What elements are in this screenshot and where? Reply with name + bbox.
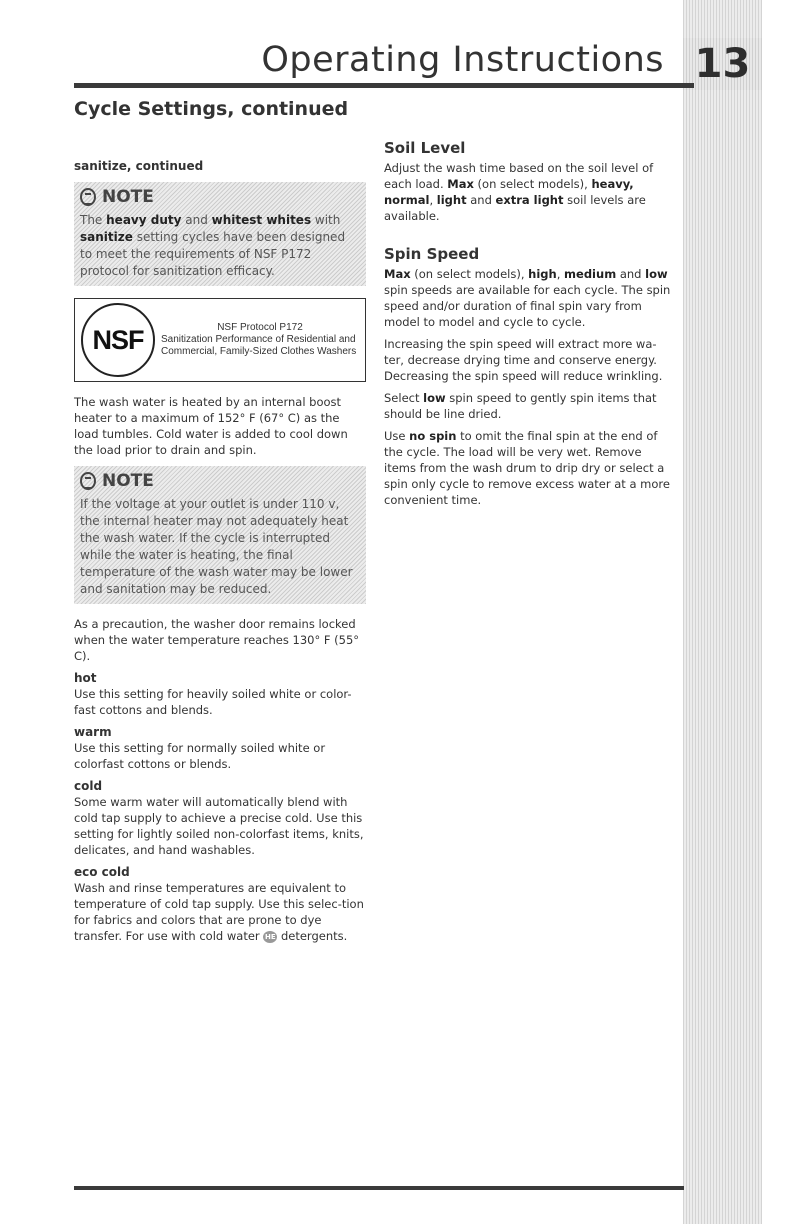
- section-title: Cycle Settings, continued: [74, 98, 349, 120]
- note-label: NOTE: [102, 470, 154, 491]
- note-box-sanitize: [74, 182, 366, 286]
- setting-cold-text: Some warm water will automatically blend with cold tap supply to achieve a precise cold. Use this setting for lightly soiled non-colorfast items, knits, delicates, and hand washables.: [74, 795, 364, 857]
- right-column: [384, 140, 674, 514]
- he-logo-icon: HE: [264, 932, 276, 941]
- setting-hot-heading: hot: [74, 671, 97, 685]
- nsf-text: [161, 322, 359, 358]
- note-icon: [80, 188, 96, 206]
- note-header: [80, 472, 360, 490]
- note-box-voltage: [74, 466, 366, 604]
- spin-speed-text-1: Max (on select models), high, medium and low spin speeds are available for each cycle. The spin speed and/or duration of final spin vary from model to model and cycle to cycle.: [384, 267, 671, 329]
- note-text: The heavy duty and whitest whites with sanitize setting cycles have been designed to meet the requirements of NSF P172 protocol for sanitization efficacy.: [80, 213, 346, 278]
- setting-warm-text: Use this setting for normally soiled white or colorfast cottons or blends.: [74, 741, 326, 771]
- setting-hot-text: Use this setting for heavily soiled white or color-fast cottons and blends.: [74, 687, 352, 717]
- setting-eco-cold-text: Wash and rinse temperatures are equivalent to temperature of cold tap supply. Use this selec-tion for fabrics and colors that are prone to dye transfer. For use with cold water HE detergents.: [74, 881, 364, 943]
- setting-warm-heading: warm: [74, 725, 112, 739]
- note-label: NOTE: [102, 186, 154, 207]
- spin-speed-heading: Spin Speed: [384, 245, 480, 263]
- nsf-protocol: NSF Protocol P172: [217, 322, 303, 333]
- soil-level-text: Adjust the wash time based on the soil level of each load. Max (on select models), heavy, normal, light and extra light soil levels are available.: [384, 161, 654, 223]
- nsf-certification-box: [74, 298, 366, 382]
- subhead-sanitize: sanitize, continued: [74, 159, 204, 173]
- soil-level-heading: Soil Level: [384, 139, 466, 157]
- paragraph-boost-heater: The wash water is heated by an internal boost heater to a maximum of 152° F (67° C) as the load tumbles. Cold water is added to cool down the load prior to drain and spin.: [74, 395, 348, 457]
- setting-eco-cold-heading: eco cold: [74, 865, 130, 879]
- spin-speed-text-3: Select low spin speed to gently spin items that should be line dried.: [384, 391, 657, 421]
- footer-rule: [74, 1186, 684, 1190]
- paragraph-precaution: As a precaution, the washer door remains locked when the water temperature reaches 130° F (55° C).: [74, 617, 360, 663]
- header-rule: [74, 83, 694, 88]
- note-text: If the voltage at your outlet is under 110 v, the internal heater may not adequately heat the wash water. If the cycle is interrupted while the water is heating, the final temperature of the wash water may be lower and sanitation may be reduced.: [80, 497, 353, 596]
- page-number: 13: [683, 38, 762, 90]
- spin-speed-text-2: Increasing the spin speed will extract more wa-ter, decrease drying time and conserve energy. Decreasing the spin speed will reduce wrinkling.: [384, 337, 663, 383]
- note-header: [80, 188, 360, 206]
- note-icon: [80, 472, 96, 490]
- nsf-description: Sanitization Performance of Residential and Commercial, Family-Sized Clothes Washers: [161, 334, 357, 357]
- setting-cold-heading: cold: [74, 779, 103, 793]
- left-column: [74, 158, 366, 950]
- spin-speed-text-4: Use no spin to omit the final spin at the end of the cycle. The load will be very wet. Remove items from the wash drum to drip dry or select a spin only cycle to remove excess water at a more convenient time.: [384, 429, 670, 507]
- side-tab-strip: [683, 0, 762, 1224]
- nsf-logo: NSF: [81, 303, 155, 377]
- page-header-title: Operating Instructions: [261, 40, 664, 80]
